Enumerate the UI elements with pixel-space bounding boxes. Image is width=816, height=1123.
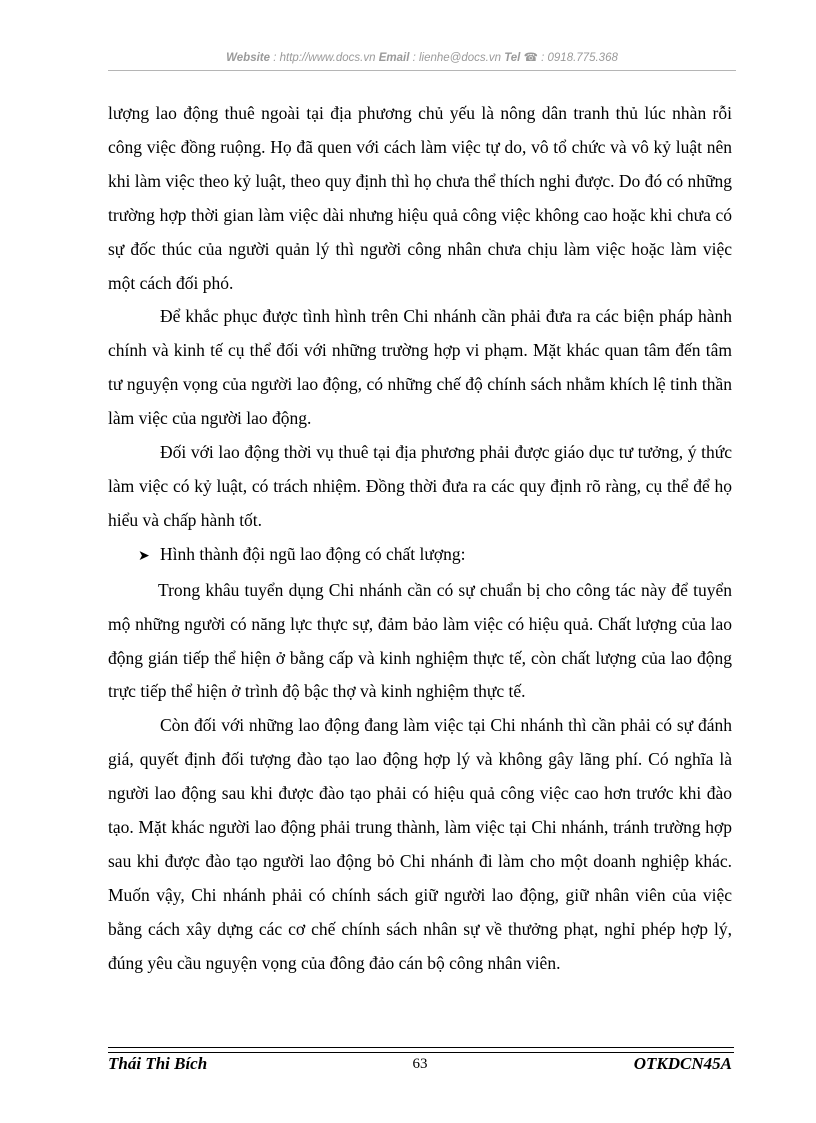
website-label: Website [226,52,271,64]
paragraph-5: Còn đối với những lao động đang làm việc tại Chi nhánh thì cần phải có sự đánh giá, quyết định đối tượng đào tạo lao động hợp lý và không gây lãng phí. Có nghĩa là người lao động sau khi được đào tạo phải có hiệu quả công việc cao hơn trước khi đào tạo. Mặt khác người lao động phải trung thành, làm việc tại Chi nhánh, tránh trường hợp sau khi được đào tạo người lao động bỏ Chi nhánh đi làm cho một doanh nghiệp khác. Muốn vậy, Chi nhánh phải có chính sách giữ người lao động, giữ nhân viên của việc bằng cách xây dựng các cơ chế chính sách nhân sự về thưởng phạt, nghỉ phép hợp lý, đúng yêu cầu nguyện vọng của đông đảo cán bộ công nhân viên. [108,715,732,973]
footer-author: Thái Thi Bích [108,1054,208,1073]
paragraph-3: Đối với lao động thời vụ thuê tại địa phương phải được giáo dục tư tưởng, ý thức làm việc có kỷ luật, có trách nhiệm. Đồng thời đưa ra các quy định rõ ràng, cụ thể để họ hiểu và chấp hành tốt. [108,442,732,530]
arrow-bullet-icon: ➤ [138,548,150,564]
footer-code: OTKDCN45A [633,1054,732,1073]
email-label: Email [378,52,410,64]
document-body [108,97,732,981]
footer-divider-thick [108,1047,734,1048]
page-header [108,50,736,64]
paragraph-1: lượng lao động thuê ngoài tại địa phương chủ yếu là nông dân tranh thủ lúc nhàn rỗi công việc đồng ruộng. Họ đã quen với cách làm việc tự do, vô tổ chức và vô kỷ luật nên khi làm việc theo kỷ luật, theo quy định thì họ chưa thể thích nghi được. Do đó có những trường hợp thời gian làm việc dài nhưng hiệu quả công việc không cao hoặc khi chưa có sự đốc thúc của người quản lý thì người công nhân chưa chịu làm việc hoặc làm việc một cách đối phó. [108,103,732,293]
page-number: 63 [412,1056,428,1072]
footer-divider-thin [108,1052,734,1053]
paragraph-4: Trong khâu tuyển dụng Chi nhánh cần có sự chuẩn bị cho công tác này để tuyển mộ những người có năng lực thực sự, đảm bảo làm việc có hiệu quả. Chất lượng của lao động gián tiếp thể hiện ở bằng cấp và kinh nghiệm thực tế, còn chất lượng của lao động trực tiếp thể hiện ở trình độ bậc thợ và kinh nghiệm thực tế. [108,579,732,702]
tel-number: : 0918.775.368 [537,52,618,64]
bullet-item [108,538,732,574]
paragraph-2: Để khắc phục được tình hình trên Chi nhánh cần phải đưa ra các biện pháp hành chính và kinh tế cụ thể đối với những trường hợp vi phạm. Mặt khác quan tâm đến tâm tư nguyện vọng của người lao động, có những chế độ chính sách nhằm khích lệ tinh thần làm việc của người lao động. [108,306,732,429]
email-separator: : [409,52,419,64]
email-address[interactable]: lienhe@docs.vn [418,52,501,64]
website-url[interactable]: http://www.docs.vn [279,52,376,64]
bullet-text: Hình thành đội ngũ lao động có chất lượng: [160,543,466,564]
header-divider [108,70,736,71]
website-separator: : [270,52,280,64]
phone-icon: ☎ [523,52,538,64]
tel-label: Tel [504,52,521,64]
